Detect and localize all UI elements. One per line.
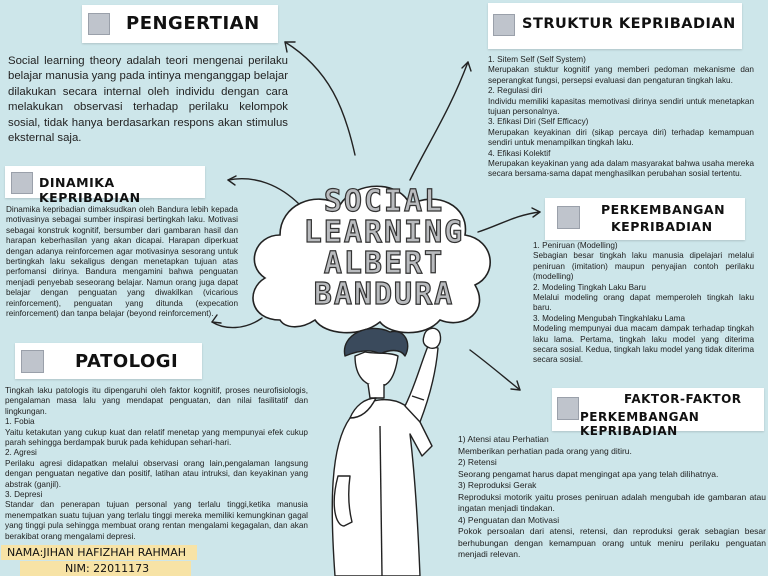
perkembangan-item-title: 3. Modeling Mengubah Tingkahlaku Lama: [533, 313, 686, 323]
struktur-title: STRUKTUR KEPRIBADIAN: [522, 16, 736, 32]
struktur-item-title: 3. Efikasi Diri (Self Efficacy): [488, 117, 589, 127]
struktur-header: [488, 3, 742, 49]
square-icon: [11, 172, 33, 194]
dinamika-title: DINAMIKA KEPRIBADIAN: [39, 175, 141, 205]
pengertian-title: PENGERTIAN: [126, 13, 260, 34]
student-illustration: [320, 326, 460, 576]
perkembangan-title-line1: PERKEMBANGAN: [601, 202, 726, 217]
faktor-item-body: Memberikan perhatian pada orang yang ditiru.: [458, 445, 632, 456]
center-title-line3: ALBERT: [323, 246, 445, 281]
square-icon: [493, 14, 515, 36]
faktor-header: [552, 388, 764, 438]
author-name: NAMA:JIHAN HAFIZHAH RAHMAH: [1, 545, 197, 560]
struktur-item-title: 1. Sitem Self (Self System): [488, 55, 586, 64]
struktur-item-body: Merupakan keyakinan yang ada dalam masyarakat bahwa usaha mereka secara bersama-sama dapat menghasilkan perubahan sosial tertentu.: [488, 159, 754, 179]
square-icon: [557, 206, 580, 229]
perkembangan-item-title: 1. Peniruan (Modelling): [533, 241, 618, 250]
struktur-item-title: 4. Efikasi Kolektif: [488, 148, 551, 158]
square-icon: [557, 397, 579, 420]
faktor-item-body: Reproduksi motorik yaitu proses peniruan adalah mengubah ide gambaran atau ingatan menjadi tindakan.: [458, 491, 766, 513]
perkembangan-text: [533, 241, 754, 366]
struktur-item-body: Merupakan stuktur kognitif yang memberi pedoman mekanisme dan seperangkat fungsi, persepsi evaluasi dan pengaturan tingkah laku.: [488, 65, 754, 85]
center-title-line2: LEARNING: [303, 215, 465, 250]
dinamika-header: [5, 166, 205, 205]
patologi-header: [15, 343, 202, 379]
patologi-item-title: 2. Agresi: [5, 448, 37, 458]
faktor-item-body: Pokok persoalan dari atensi, retensi, dan reproduksi gerak sebagian besar berhubungan dengan kemampuan orang untuk meniru perilaku penguatan menjadi relevan.: [458, 526, 766, 559]
patologi-item-title: 3. Depresi: [5, 490, 43, 500]
perkembangan-item-body: Modeling mempunyai dua macam dampak terhadap tingkah laku lama. Pertama, tingkah laku model yang diterima secara sosial. Kedua, tingkah laku model yang tidak diterima secara sosial.: [533, 324, 754, 365]
center-title-line4: BANDURA: [313, 277, 455, 312]
perkembangan-item-body: Sebagian besar tingkah laku manusia dipelajari melalui peniruan (imitation) maupun penyajian contoh perilaku (modelling): [533, 251, 754, 282]
patologi-item-body: Perilaku agresi didapatkan melalui observasi orang lain,pengalaman langsung dengan penguatan negative dan positif, latihan atau intruksi, dan keyakinan yang abstrak (ganjil).: [5, 458, 308, 489]
patologi-item-body: Yaitu ketakutan yang cukup kuat dan relatif menetap yang mempunyai efek cukup parah sehingga berdampak buruk pada kehidupan sehari-hari.: [5, 427, 308, 448]
faktor-item-title: 3) Reproduksi Gerak: [458, 480, 537, 490]
square-icon: [21, 350, 44, 373]
struktur-item-body: Individu memiliki kapasitas memotivasi dirinya sendiri untuk menetapkan tujuan personalnya.: [488, 96, 754, 117]
struktur-item-body: Merupakan keyakinan diri (sikap percaya diri) terhadap kemampuan sendiri untuk menampilkan tingkah laku.: [488, 127, 754, 148]
patologi-title: PATOLOGI: [75, 351, 179, 372]
faktor-item-title: 2) Retensi: [458, 457, 497, 467]
perkembangan-title-line2: KEPRIBADIAN: [611, 219, 713, 234]
struktur-text: [488, 55, 754, 180]
faktor-item-body: Seorang pengamat harus dapat mengingat apa yang telah dilihatnya.: [458, 468, 719, 479]
arrow-to-faktor: [470, 350, 520, 390]
center-title-line1: SOCIAL: [323, 184, 445, 219]
author-nim: NIM: 22011173: [20, 561, 191, 576]
faktor-text: [458, 434, 766, 561]
pengertian-header: [82, 5, 278, 43]
faktor-title-line2: PERKEMBANGAN KEPRIBADIAN: [580, 410, 700, 438]
faktor-title-line1: FAKTOR-FAKTOR: [624, 392, 742, 406]
arrow-to-pengertian: [285, 42, 355, 155]
faktor-item-title: 4) Penguatan dan Motivasi: [458, 514, 560, 525]
patologi-text: [5, 386, 308, 542]
dinamika-text: Dinamika kepribadian dimaksudkan oleh Bandura lebih kepada motivasinya sebagai sumber inspirasi bertingkah laku. Motivasi sebagai konstruk kognitif, bersumber dari gambaran hasil dan harapan keberhasilan yang akan dicapai. Harapan diperkuat dengan adanya reinforcemen agar motivasinya sesorang untuk bertingkah laku sekaligus dengan menetapkan tujuan atas perfomansi dirinya. Bandura mengamini bahwa penguatan menjadi penyebab seseorang belajar. Namun orang juga dapat belajar dengan penguatan yang diwakilkan (vicarious reinforcement), penguatan yang ditunda (expecation reinforcement) dan tanpa belajar (beyond reinforcement).: [6, 205, 238, 319]
perkembangan-header: [545, 198, 745, 240]
square-icon: [88, 13, 110, 35]
patologi-item-title: 1. Fobia: [5, 417, 35, 427]
arrow-to-struktur: [410, 62, 468, 180]
faktor-item-title: 1) Atensi atau Perhatian: [458, 434, 549, 444]
perkembangan-item-body: Melalui modeling orang dapat memperoleh tingkah laku baru.: [533, 293, 754, 313]
pengertian-text: Social learning theory adalah teori mengenai perilaku belajar manusia yang pada intinya menganggap belajar dilakukan secara internal oleh individu dengan cara melakukan observasi terhadap perilaku kelompok sosial, tidak hanya berdasarkan respons akan stimulus eksternal saja.: [8, 55, 288, 145]
perkembangan-item-title: 2. Modeling Tingkah Laku Baru: [533, 282, 646, 292]
patologi-intro: Tingkah laku patologis itu dipengaruhi oleh faktor kognitif, proses neurofisiologis, pengalaman masa lalu yang mendapat penguatan, dan nilai fasilitatif dan lingkungan.: [5, 386, 308, 416]
patologi-item-body: Standar dan penerapan tujuan personal yang terlalu tinggi,ketika manusia menempatkan suatu tujuan yang terlalu tinggi mereka memiliki kemungkinan gagal yang tinggi pula sehingga membuat orang rentan mengalami kegagalan, dan akan berakibat orang mengalami depresi.: [5, 500, 308, 541]
struktur-item-title: 2. Regulasi diri: [488, 86, 543, 96]
